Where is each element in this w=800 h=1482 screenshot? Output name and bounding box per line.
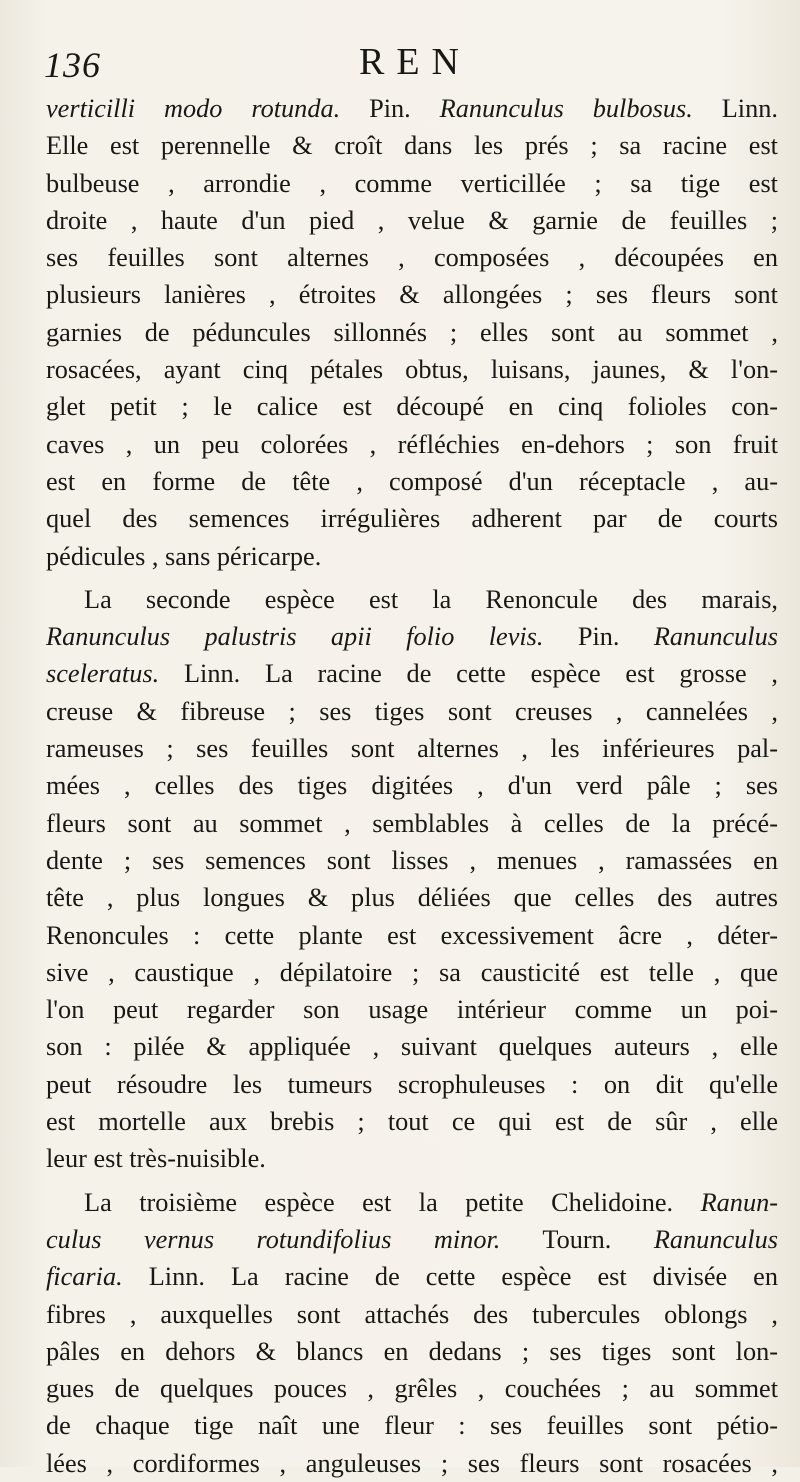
text-line — [46, 239, 778, 276]
text-segment: leur est très-nuisible. — [46, 1144, 266, 1174]
text-segment: Pin. — [340, 94, 440, 123]
text-line — [46, 202, 778, 239]
text-line — [46, 805, 778, 842]
text-line — [46, 917, 778, 954]
italic-segment: culus vernus rotundifolius minor. — [46, 1224, 501, 1254]
text-segment: pâles en dehors & blancs en dedans ; ses tiges sont lon- — [46, 1336, 778, 1366]
text-segment: fibres , auxquelles sont attachés des tubercules oblongs , — [46, 1299, 778, 1329]
text-line — [46, 426, 778, 463]
text-line — [46, 618, 778, 655]
paragraph — [46, 1184, 778, 1482]
text-segment: bulbeuse , arrondie , comme verticillée ; sa tige est — [46, 168, 778, 198]
text-segment: rosacées, ayant cinq pétales obtus, luisans, jaunes, & l'on- — [46, 355, 778, 385]
text-segment: est mortelle aux brebis ; tout ce qui est de sûr , elle — [46, 1107, 778, 1137]
italic-segment: ficaria. — [46, 1262, 123, 1292]
page-header — [44, 38, 774, 90]
text-line — [46, 581, 778, 618]
text-line — [46, 90, 778, 127]
text-line — [46, 991, 778, 1028]
text-line — [46, 1296, 778, 1333]
body-text — [46, 90, 778, 1482]
italic-segment: Ranunculus palustris apii folio levis. — [46, 622, 544, 652]
italic-segment: sceleratus. — [46, 659, 160, 689]
text-segment: peut résoudre les tumeurs scrophuleuses : on dit qu'elle — [46, 1069, 778, 1099]
text-segment: garnies de péduncules sillonnés ; elles sont au sommet , — [46, 317, 778, 347]
text-line — [46, 1333, 778, 1370]
text-segment: l'on peut regarder son usage intérieur comme un poi- — [46, 995, 778, 1025]
text-line — [46, 1028, 778, 1065]
text-line — [46, 463, 778, 500]
text-segment: son : pilée & appliquée , suivant quelques auteurs , elle — [46, 1032, 778, 1062]
text-line — [46, 276, 778, 313]
italic-segment: Ranunculus — [653, 1224, 778, 1254]
text-segment: ses feuilles sont alternes , composées , découpées en — [46, 243, 778, 273]
text-line — [46, 1370, 778, 1407]
page-number: 136 — [44, 45, 101, 85]
text-segment: quel des semences irrégulières adherent par de courts — [46, 504, 778, 534]
text-segment: Renoncules : cette plante est excessivement âcre , déter- — [46, 920, 778, 950]
text-line — [46, 1445, 778, 1482]
text-line — [46, 1258, 778, 1295]
text-line — [46, 388, 778, 425]
text-line — [46, 127, 778, 164]
text-segment: sive , caustique , dépilatoire ; sa causticité est telle , que — [46, 957, 778, 987]
text-line — [46, 1066, 778, 1103]
text-segment: Linn. La racine de cette espèce est grosse , — [159, 659, 778, 689]
text-segment: de chaque tige naît une fleur : ses feuilles sont pétio- — [46, 1411, 778, 1441]
text-line — [46, 351, 778, 388]
text-line — [46, 1221, 778, 1258]
text-line — [46, 1140, 778, 1177]
text-line — [46, 538, 778, 575]
text-segment: plusieurs lanières , étroites & allongées ; ses fleurs sont — [46, 280, 778, 310]
text-line — [46, 879, 778, 916]
text-segment: dente ; ses semences sont lisses , menues , ramassées en — [46, 845, 778, 875]
text-segment: est en forme de tête , composé d'un réceptacle , au- — [46, 466, 778, 496]
text-line — [46, 954, 778, 991]
text-segment: rameuses ; ses feuilles sont alternes , les inférieures pal- — [46, 734, 778, 764]
text-segment: mées , celles des tiges digitées , d'un verd pâle ; ses — [46, 771, 778, 801]
text-segment: gues de quelques pouces , grêles , couchées ; au sommet — [46, 1374, 778, 1404]
text-segment: Tourn. — [500, 1224, 654, 1254]
italic-segment: Ranun- — [700, 1187, 778, 1217]
italic-segment: Ranunculus bulbosus. — [439, 94, 693, 123]
text-segment: creuse & fibreuse ; ses tiges sont creuses , cannelées , — [46, 696, 778, 726]
text-segment: La troisième espèce est la petite Chelidoine. — [84, 1187, 701, 1217]
text-segment: glet petit ; le calice est découpé en cinq folioles con- — [46, 392, 778, 422]
text-line — [46, 1103, 778, 1140]
text-line — [46, 842, 778, 879]
paragraph — [46, 581, 778, 1178]
text-line — [46, 1407, 778, 1444]
text-segment: droite , haute d'un pied , velue & garnie de feuilles ; — [46, 205, 778, 235]
italic-segment: verticilli modo rotunda. — [46, 94, 341, 123]
text-line — [46, 693, 778, 730]
italic-segment: Ranunculus — [653, 622, 778, 652]
text-line — [46, 1184, 778, 1221]
text-segment: fleurs sont au sommet , semblables à celles de la précé- — [46, 808, 778, 838]
text-segment: caves , un peu colorées , réfléchies en-dehors ; son fruit — [46, 429, 778, 459]
text-segment: Pin. — [543, 622, 654, 652]
text-segment: lées , cordiformes , anguleuses ; ses fleurs sont rosacées , — [46, 1448, 778, 1478]
text-segment: Linn. — [692, 94, 778, 123]
text-segment: Linn. La racine de cette espèce est divisée en — [122, 1262, 778, 1292]
paragraph — [46, 90, 778, 575]
running-head: REN — [359, 41, 471, 83]
text-line — [46, 314, 778, 351]
text-line — [46, 500, 778, 537]
text-line — [46, 655, 778, 692]
text-segment: tête , plus longues & plus déliées que celles des autres — [46, 883, 778, 913]
text-segment: La seconde espèce est la Renoncule des marais, — [84, 584, 778, 614]
text-segment: Elle est perennelle & croît dans les prés ; sa racine est — [46, 131, 778, 161]
text-line — [46, 730, 778, 767]
text-line — [46, 165, 778, 202]
text-line — [46, 767, 778, 804]
text-segment: pédicules , sans péricarpe. — [46, 541, 322, 571]
